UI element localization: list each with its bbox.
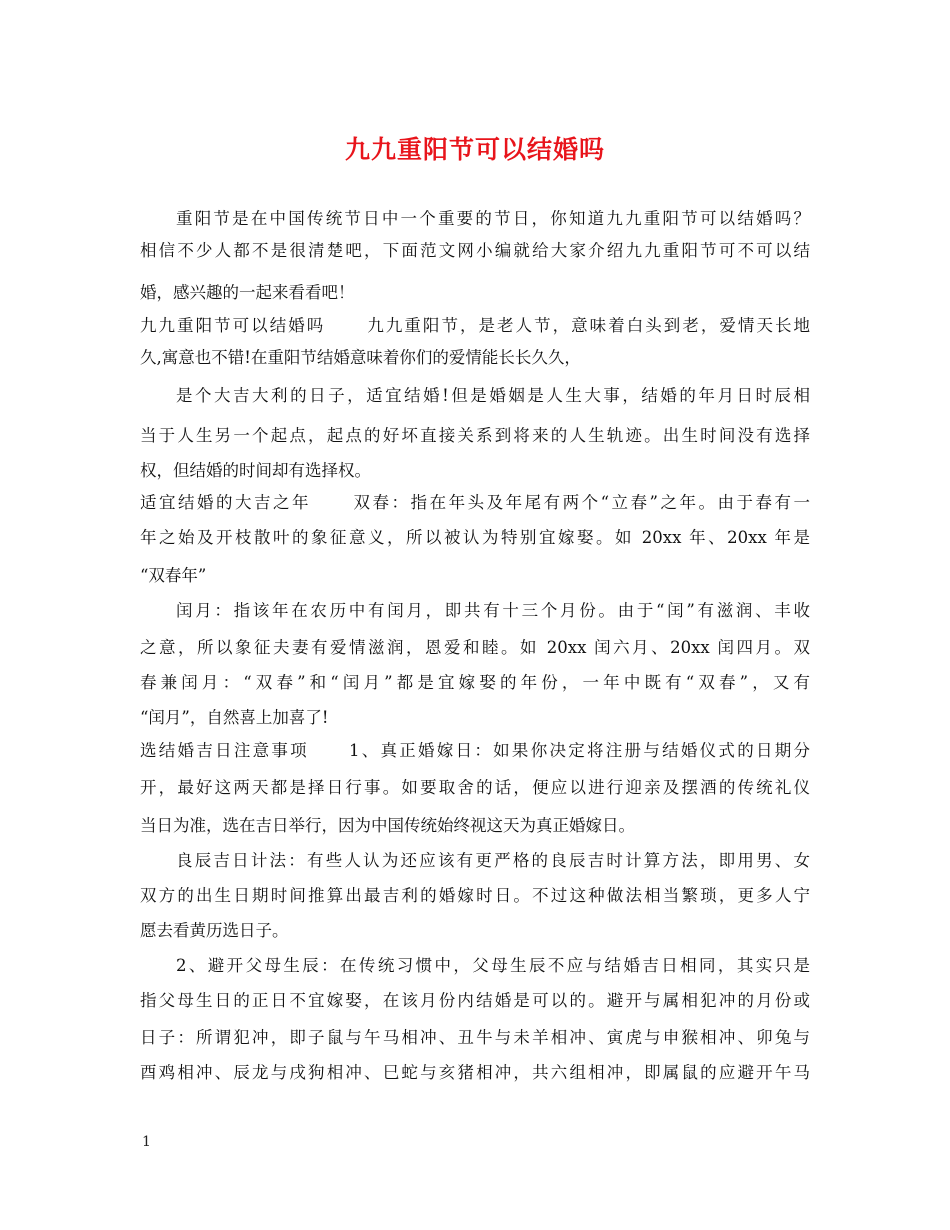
body-text: 双春：指在年头及年尾有两个“立春”之年。由于春有一 [351, 493, 811, 512]
page-number: 1 [142, 1134, 151, 1150]
body-line: 是个大吉大利的日子，适宜结婚!但是婚姻是人生大事，结婚的年月日时辰相 [176, 386, 810, 405]
body-line: 年之始及开枝散叶的象征意义，所以被认为特别宜嫁娶。如 20xx 年、20xx 年是 [140, 528, 810, 547]
body-line [140, 310, 810, 342]
body-line: 闰月：指该年在农历中有闰月，即共有十三个月份。由于“闰”有滋润、丰收 [176, 601, 810, 620]
body-line: 当于人生另一个起点，起点的好坏直接关系到将来的人生轨迹。出生时间没有选择 [140, 426, 810, 445]
section-heading: 九九重阳节可以结婚吗 [140, 316, 326, 335]
body-line: 久,寓意也不错!在重阳节结婚意味着你们的爱情能长长久久， [140, 348, 581, 367]
body-text: 九九重阳节，是老人节，意味着白头到老，爱情天长地 [365, 316, 811, 335]
body-text: 1、真正婚嫁日：如果你决定将注册与结婚仪式的日期分 [348, 741, 811, 760]
section-heading: 适宜结婚的大吉之年 [140, 493, 312, 512]
body-line: 开，最好这两天都是择日行事。如要取舍的话，便应以进行迎亲及摆酒的传统礼仪 [140, 778, 810, 797]
body-line: 婚，感兴趣的一起来看看吧！ [140, 283, 355, 302]
body-line: 良辰吉日计法：有些人认为还应该有更严格的良辰吉时计算方法，即用男、女 [176, 851, 810, 870]
body-line: 当日为准，选在吉日举行，因为中国传统始终视这天为真正婚嫁日。 [140, 816, 635, 835]
body-line: 日子：所谓犯冲，即子鼠与午马相冲、丑牛与未羊相冲、寅虎与申猴相冲、卯兔与 [140, 1028, 810, 1047]
document-title: 九九重阳节可以结婚吗 [344, 135, 605, 164]
body-line: 春兼闰月：“双春”和“闰月”都是宜嫁娶的年份，一年中既有“双春”，又有 [140, 673, 810, 692]
body-line: 重阳节是在中国传统节日中一个重要的节日，你知道九九重阳节可以结婚吗？ [176, 209, 810, 228]
body-line: 相信不少人都不是很清楚吧，下面范文网小编就给大家介绍九九重阳节可不可以结 [140, 241, 810, 260]
body-line: 酉鸡相冲、辰龙与戌狗相冲、巳蛇与亥猪相冲，共六组相冲，即属鼠的应避开午马 [140, 1063, 810, 1082]
body-line: 愿去看黄历选日子。 [140, 921, 289, 940]
section-heading: 选结婚吉日注意事项 [140, 741, 309, 760]
body-line [140, 735, 810, 767]
body-line: 双方的出生日期时间推算出最吉利的婚嫁时日。不过这种做法相当繁琐，更多人宁 [140, 886, 810, 905]
body-line: 指父母生日的正日不宜嫁娶，在该月份内结婚是可以的。避开与属相犯冲的月份或 [140, 991, 810, 1010]
body-line: 之意，所以象征夫妻有爱情滋润，恩爱和睦。如 20xx 闰六月、20xx 闰四月。双 [140, 638, 810, 657]
body-line: 2、避开父母生辰：在传统习惯中，父母生辰不应与结婚吉日相同，其实只是 [176, 956, 810, 975]
body-line: “双春年” [140, 566, 207, 585]
body-line: 权，但结婚的时间却有选择权。 [140, 461, 371, 480]
body-line [140, 487, 810, 519]
body-line: “闰月”，自然喜上加喜了! [140, 708, 329, 727]
